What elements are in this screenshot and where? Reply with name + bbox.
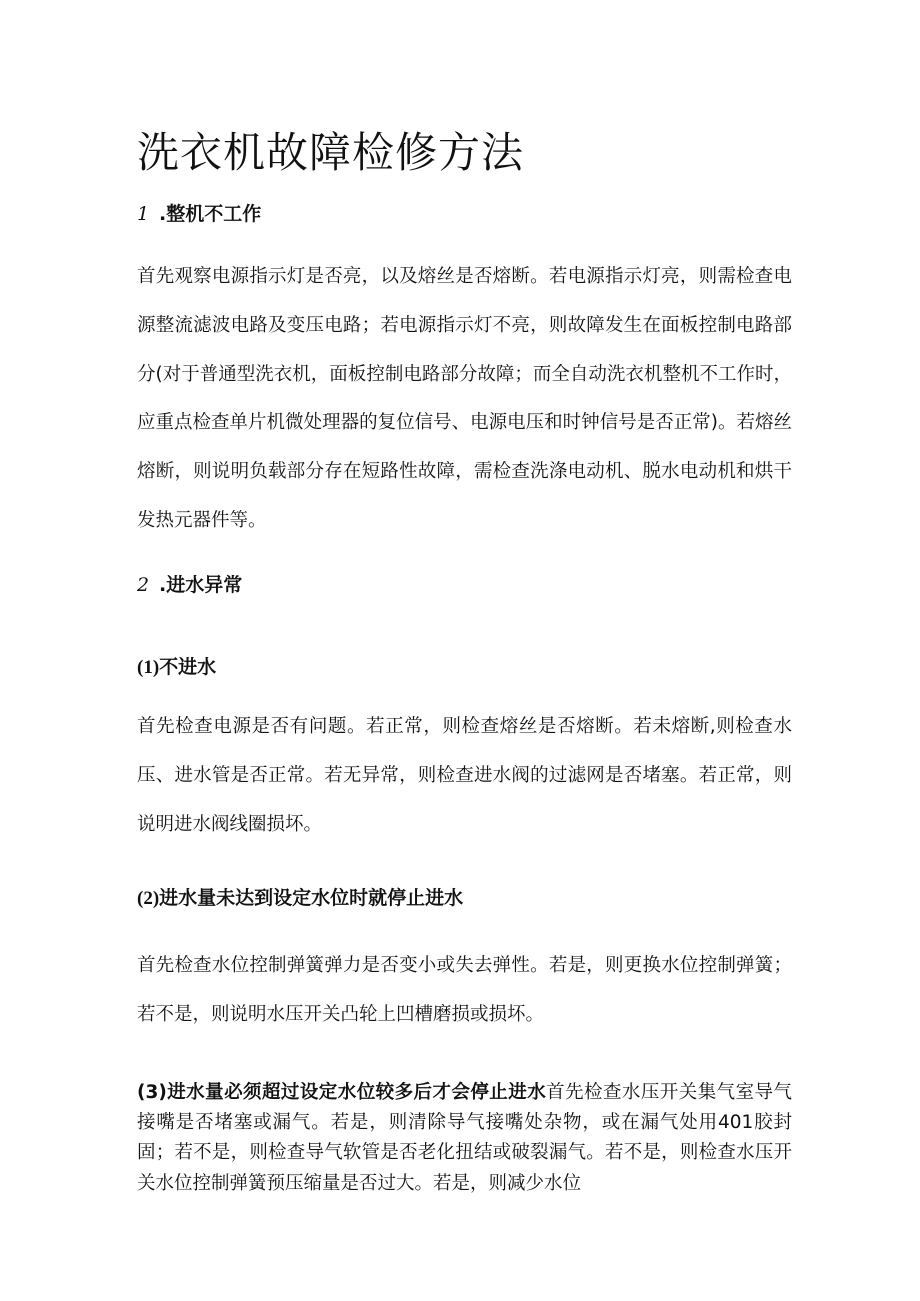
section-1-title: .整机不工作 (159, 203, 262, 225)
subsection-2-title: 进水量未达到设定水位时就停止进水 (159, 887, 464, 909)
subsection-1-paragraph: 首先检查电源是否有问题。若正常，则检查熔丝是否熔断。若未熔断,则检查水压、进水管是否正常。若无异常，则检查进水阀的过滤网是否堵塞。若正常，则说明进水阀线圈损坏。 (137, 716, 792, 835)
subsection-3-title: 进水量必须超过设定水位较多后才会停止进水 (166, 1082, 547, 1103)
subsection-1-heading (137, 652, 216, 683)
subsection-2-heading (137, 883, 463, 914)
subsection-3-number: (3) (137, 1082, 167, 1103)
section-1-number: 1 (137, 203, 150, 225)
section-1-heading (137, 199, 261, 229)
subsection-2-number: (2) (137, 888, 160, 909)
subsection-2-paragraph: 首先检查水位控制弹簧弹力是否变小或失去弹性。若是，则更换水位控制弹簧；若不是，则说明水压开关凸轮上凹槽磨损或损坏。 (137, 955, 792, 1025)
section-2-title: .进水异常 (159, 574, 243, 596)
subsection-1-title: 不进水 (159, 656, 217, 678)
subsection-3-block (137, 1078, 792, 1199)
section-2-number: 2 (137, 574, 150, 596)
subsection-1-number: (1) (137, 657, 160, 678)
subsection-3-paragraph: 首先检查水压开关集气室导气接嘴是否堵塞或漏气。若是，则清除导气接嘴处杂物，或在漏气处用401胶封固；若不是，则检查导气软管是否老化扭结或破裂漏气。若不是，则检查水压开关水位控制弹簧预压缩量是否过大。若是，则减少水位 (137, 1082, 792, 1194)
section-2-heading (137, 570, 242, 600)
subsection-3-heading (137, 1082, 546, 1103)
section-1-paragraph: 首先观察电源指示灯是否亮，以及熔丝是否熔断。若电源指示灯亮，则需检查电源整流滤波电路及变压电路；若电源指示灯不亮，则故障发生在面板控制电路部分(对于普通型洗衣机，面板控制电路部分故障；而全自动洗衣机整机不工作时，应重点检查单片机微处理器的复位信号、电源电压和时钟信号是否正常)。若熔丝熔断，则说明负载部分存在短路性故障，需检查洗涤电动机、脱水电动机和烘干发热元器件等。 (137, 266, 792, 531)
page-title: 洗衣机故障检修方法 (137, 128, 525, 177)
